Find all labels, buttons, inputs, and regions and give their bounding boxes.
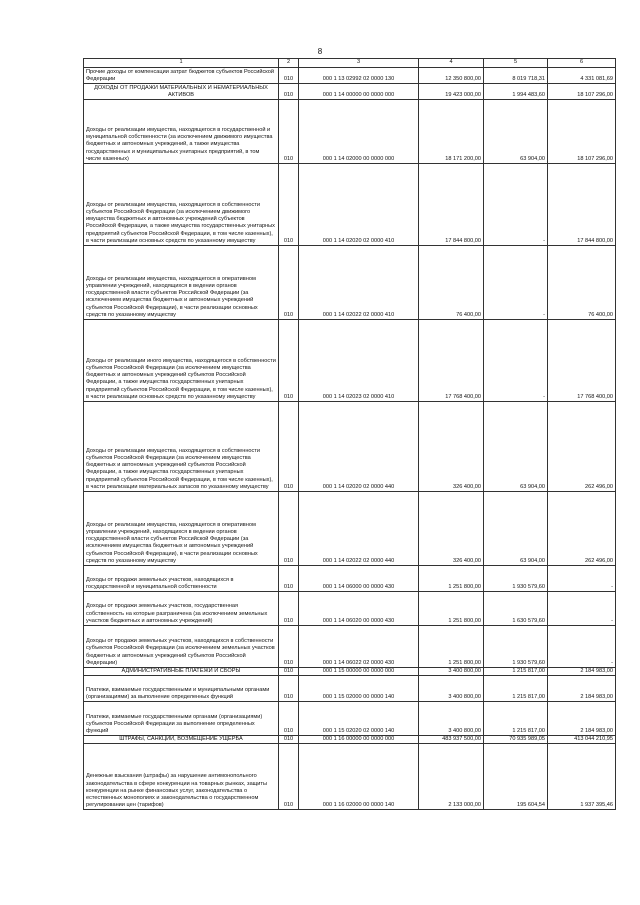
header-row	[84, 59, 616, 68]
row-approved-amount: 76 400,00	[419, 246, 484, 320]
row-name: АДМИНИСТРАТИВНЫЕ ПЛАТЕЖИ И СБОРЫ	[84, 668, 279, 676]
row-line-code: 010	[279, 626, 299, 668]
row-executed-amount: 1 930 579,60	[484, 626, 548, 668]
row-executed-amount: 1 215 817,00	[484, 668, 548, 676]
table-row	[84, 100, 616, 164]
row-line-code: 010	[279, 744, 299, 810]
row-budget-code: 000 1 15 02020 02 0000 140	[299, 702, 419, 736]
row-name: Доходы от продажи земельных участков, государственная собственность на которые разграничена (за исключением земельных участков бюджетных и автономных учреждений)	[84, 592, 279, 626]
row-line-code: 010	[279, 676, 299, 702]
row-approved-amount: 3 400 800,00	[419, 668, 484, 676]
row-budget-code: 000 1 14 06022 02 0000 430	[299, 626, 419, 668]
row-name: Доходы от реализации иного имущества, находящегося в собственности субъектов Российской Федерации (за исключением имущества бюджетных и автономных учреждений субъектов Российской Федерации, а также имущества государственных унитарных предприятий субъектов Российской Федерации, в том числе казенных), в части реализации основных средств по указанному имуществу	[84, 320, 279, 402]
header-col-3: 3	[299, 59, 419, 68]
row-executed-amount: 1 215 817,00	[484, 702, 548, 736]
row-name: Денежные взыскания (штрафы) за нарушение антимонопольного законодательства в сфере конкуренции на товарных рынках, защиты конкуренции на рынке финансовых услуг, законодательства о естественных монополиях и законодательства о государственном регулировании цен (тарифов)	[84, 744, 279, 810]
row-approved-amount: 326 400,00	[419, 492, 484, 566]
table-row	[84, 320, 616, 402]
row-name: Платежи, взимаемые государственными и муниципальными органами (организациями) за выполнение определенных функций	[84, 676, 279, 702]
table-body	[84, 68, 616, 810]
row-unexecuted-amount: 262 496,00	[548, 492, 616, 566]
row-budget-code: 000 1 14 02022 02 0000 440	[299, 492, 419, 566]
row-budget-code: 000 1 14 00000 00 0000 000	[299, 84, 419, 100]
row-executed-amount: -	[484, 246, 548, 320]
revenue-table	[83, 58, 616, 810]
row-unexecuted-amount: 4 331 081,69	[548, 68, 616, 84]
row-unexecuted-amount: 2 184 983,00	[548, 676, 616, 702]
row-name: Доходы от реализации имущества, находящегося в государственной и муниципальной собственности (за исключением движимого имущества бюджетных и автономных учреждений, а также имущества государственных и муниципальных унитарных предприятий, в том числе казенных)	[84, 100, 279, 164]
row-executed-amount: 1 994 483,60	[484, 84, 548, 100]
row-executed-amount: 63 904,00	[484, 100, 548, 164]
row-unexecuted-amount: 76 400,00	[548, 246, 616, 320]
row-approved-amount: 3 400 800,00	[419, 702, 484, 736]
row-approved-amount: 1 251 800,00	[419, 566, 484, 592]
row-line-code: 010	[279, 492, 299, 566]
row-approved-amount: 1 251 800,00	[419, 592, 484, 626]
row-approved-amount: 12 350 800,00	[419, 68, 484, 84]
row-executed-amount: 63 904,00	[484, 402, 548, 492]
row-unexecuted-amount: 413 044 210,95	[548, 736, 616, 744]
row-budget-code: 000 1 14 02020 02 0000 440	[299, 402, 419, 492]
row-budget-code: 000 1 14 06000 00 0000 430	[299, 566, 419, 592]
row-unexecuted-amount: -	[548, 566, 616, 592]
row-budget-code: 000 1 13 02992 02 0000 130	[299, 68, 419, 84]
row-budget-code: 000 1 14 02023 02 0000 410	[299, 320, 419, 402]
table-row	[84, 592, 616, 626]
header-col-4: 4	[419, 59, 484, 68]
table-row	[84, 84, 616, 100]
row-unexecuted-amount: 2 184 983,00	[548, 668, 616, 676]
row-approved-amount: 17 768 400,00	[419, 320, 484, 402]
table-row	[84, 702, 616, 736]
row-approved-amount: 18 171 200,00	[419, 100, 484, 164]
table-row	[84, 402, 616, 492]
row-budget-code: 000 1 14 06020 00 0000 430	[299, 592, 419, 626]
header-col-2: 2	[279, 59, 299, 68]
row-approved-amount: 326 400,00	[419, 402, 484, 492]
row-budget-code: 000 1 16 00000 00 0000 000	[299, 736, 419, 744]
row-executed-amount: 63 904,00	[484, 492, 548, 566]
row-unexecuted-amount: 2 184 983,00	[548, 702, 616, 736]
row-name: Доходы от реализации имущества, находящегося в оперативном управлении учреждений, находящихся в ведении органов государственной власти субъектов Российской Федерации (за исключением имущества бюджетных и автономных учреждений субъектов Российской Федерации), в части реализации основных средств по указанному имуществу	[84, 492, 279, 566]
row-unexecuted-amount: -	[548, 592, 616, 626]
row-budget-code: 000 1 14 02020 02 0000 410	[299, 164, 419, 246]
row-unexecuted-amount: 17 844 800,00	[548, 164, 616, 246]
row-executed-amount: 70 935 989,05	[484, 736, 548, 744]
row-approved-amount: 19 423 000,00	[419, 84, 484, 100]
row-name: ДОХОДЫ ОТ ПРОДАЖИ МАТЕРИАЛЬНЫХ И НЕМАТЕРИАЛЬНЫХ АКТИВОВ	[84, 84, 279, 100]
row-line-code: 010	[279, 246, 299, 320]
row-line-code: 010	[279, 668, 299, 676]
row-line-code: 010	[279, 566, 299, 592]
row-approved-amount: 483 937 500,00	[419, 736, 484, 744]
table-row	[84, 566, 616, 592]
row-name: Доходы от реализации имущества, находящегося в собственности субъектов Российской Федерации (за исключением имущества бюджетных и автономных учреждений субъектов Российской Федерации, а также имущества государственных унитарных предприятий субъектов Российской Федерации, в том числе казенных), в части реализации материальных запасов по указанному имуществу	[84, 402, 279, 492]
row-line-code: 010	[279, 736, 299, 744]
row-budget-code: 000 1 15 02000 00 0000 140	[299, 676, 419, 702]
table-row	[84, 736, 616, 744]
row-executed-amount: -	[484, 164, 548, 246]
row-unexecuted-amount: 1 937 395,46	[548, 744, 616, 810]
row-budget-code: 000 1 14 02022 02 0000 410	[299, 246, 419, 320]
row-line-code: 010	[279, 402, 299, 492]
row-unexecuted-amount: 18 107 296,00	[548, 100, 616, 164]
row-unexecuted-amount: 18 107 296,00	[548, 84, 616, 100]
row-executed-amount: 195 604,54	[484, 744, 548, 810]
row-executed-amount: 1 215 817,00	[484, 676, 548, 702]
row-budget-code: 000 1 16 02000 00 0000 140	[299, 744, 419, 810]
row-executed-amount: 1 930 579,60	[484, 566, 548, 592]
row-name: Доходы от реализации имущества, находящегося в собственности субъектов Российской Федерации (за исключением движимого имущества бюджетных и автономных учреждений субъектов Российской Федерации, а также имущества государственных унитарных предприятий субъектов Российской Федерации, в том числе казенных), в части реализации основных средств по указанному имуществу	[84, 164, 279, 246]
header-col-1: 1	[84, 59, 279, 68]
header-col-5: 5	[484, 59, 548, 68]
table-row	[84, 668, 616, 676]
row-line-code: 010	[279, 164, 299, 246]
table-row	[84, 626, 616, 668]
row-unexecuted-amount: 262 496,00	[548, 402, 616, 492]
row-name: Доходы от продажи земельных участков, находящихся в собственности субъектов Российской Федерации (за исключением земельных участков бюджетных и автономных учреждений субъектов Российской Федерации)	[84, 626, 279, 668]
row-line-code: 010	[279, 100, 299, 164]
row-budget-code: 000 1 14 02000 00 0000 000	[299, 100, 419, 164]
row-approved-amount: 17 844 800,00	[419, 164, 484, 246]
row-name: Доходы от продажи земельных участков, находящихся в государственной и муниципальной собственности	[84, 566, 279, 592]
row-line-code: 010	[279, 320, 299, 402]
table-row	[84, 744, 616, 810]
row-executed-amount: 1 630 579,60	[484, 592, 548, 626]
table-row	[84, 676, 616, 702]
table-row	[84, 246, 616, 320]
header-col-6: 6	[548, 59, 616, 68]
table-row	[84, 164, 616, 246]
table-row	[84, 492, 616, 566]
row-budget-code: 000 1 15 00000 00 0000 000	[299, 668, 419, 676]
row-unexecuted-amount: 17 768 400,00	[548, 320, 616, 402]
row-line-code: 010	[279, 84, 299, 100]
page-number: 8	[317, 47, 323, 56]
row-name: Платежи, взимаемые государственными органами (организациями) субъектов Российской Федерации за выполнение определенных функций	[84, 702, 279, 736]
row-unexecuted-amount: -	[548, 626, 616, 668]
row-approved-amount: 1 251 800,00	[419, 626, 484, 668]
row-name: ШТРАФЫ, САНКЦИИ, ВОЗМЕЩЕНИЕ УЩЕРБА	[84, 736, 279, 744]
row-approved-amount: 2 133 000,00	[419, 744, 484, 810]
row-name: Доходы от реализации имущества, находящегося в оперативном управлении учреждений, находящихся в ведении органов государственной власти субъектов Российской Федерации (за исключением имущества бюджетных и автономных учреждений субъектов Российской Федерации), в части реализации основных средств по указанному имуществу	[84, 246, 279, 320]
row-executed-amount: 8 019 718,31	[484, 68, 548, 84]
row-executed-amount: -	[484, 320, 548, 402]
row-line-code: 010	[279, 68, 299, 84]
row-line-code: 010	[279, 592, 299, 626]
table-row	[84, 68, 616, 84]
row-approved-amount: 3 400 800,00	[419, 676, 484, 702]
row-name: Прочие доходы от компенсации затрат бюджетов субъектов Российской Федерации	[84, 68, 279, 84]
row-line-code: 010	[279, 702, 299, 736]
